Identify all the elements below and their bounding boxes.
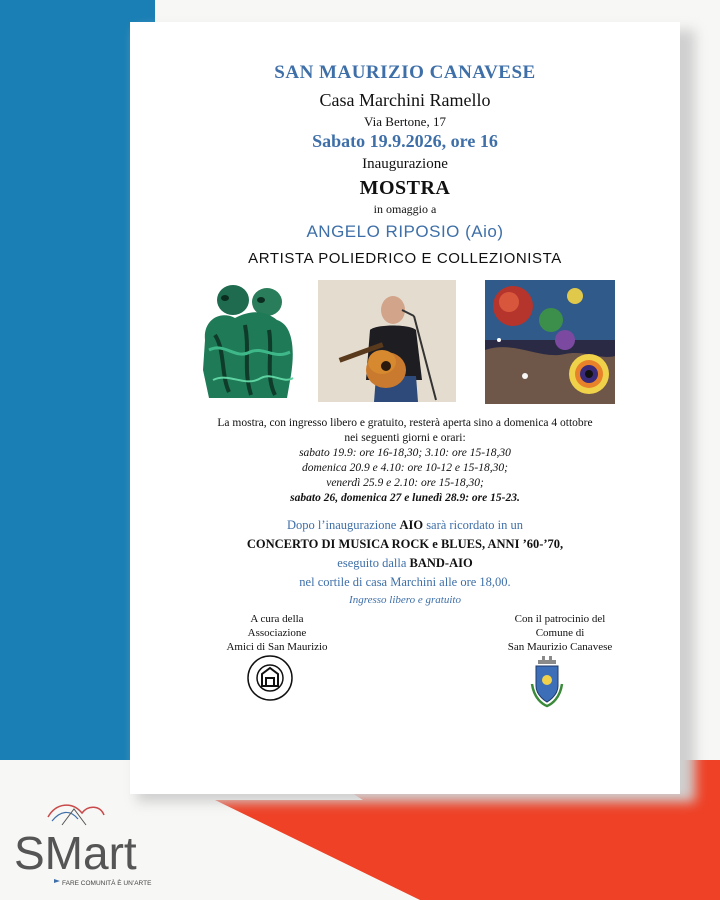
space-painting-photo xyxy=(485,280,615,404)
concert-aio: AIO xyxy=(399,518,424,532)
coat-of-arms-icon xyxy=(530,654,564,708)
credit-left xyxy=(202,612,352,654)
concert-line-4: nel cortile di casa Marchini alle ore 18,00. xyxy=(299,575,511,589)
credit-text: Amici di San Maurizio xyxy=(226,641,328,653)
concert-line-3 xyxy=(130,554,680,573)
credit-right xyxy=(480,612,640,654)
credit-text: San Maurizio Canavese xyxy=(507,641,613,653)
schedule-line: sabato 19.9: ore 16-18,30; 3.10: ore 15-18,30 xyxy=(299,447,511,459)
event-poster xyxy=(130,22,680,794)
concert-title: CONCERTO DI MUSICA ROCK e BLUES, ANNI ’60-’70, xyxy=(246,537,564,551)
concert-text: Dopo l’inaugurazione xyxy=(286,518,400,532)
green-sculpture-photo xyxy=(195,280,301,402)
venue-name: Casa Marchini Ramello xyxy=(319,90,491,110)
brand-name: SMart xyxy=(14,827,137,879)
concert-line-1 xyxy=(130,516,680,535)
event-date: Sabato 19.9.2026, ore 16 xyxy=(312,131,498,151)
artist-description: ARTISTA POLIEDRICO E COLLEZIONISTA xyxy=(248,250,562,267)
town-title: SAN MAURIZIO CANAVESE xyxy=(274,62,536,83)
venue-address: Via Bertone, 17 xyxy=(364,114,446,129)
info-line-2: nei seguenti giorni e orari: xyxy=(344,432,466,444)
association-logo-icon xyxy=(246,654,294,702)
smart-logo xyxy=(12,795,182,890)
info-line-1: La mostra, con ingresso libero e gratuito, resterà aperta sino a domenica 4 ottobre xyxy=(217,417,593,429)
schedule-line-bold: sabato 26, domenica 27 e lunedì 28.9: ore 15-23. xyxy=(290,492,520,504)
exhibit-title: MOSTRA xyxy=(359,177,451,199)
band-name: BAND-AIO xyxy=(409,556,473,570)
concert-text: sarà ricordato in un xyxy=(423,518,524,532)
credit-text: Con il patrocinio del xyxy=(514,613,606,625)
credit-text: A cura della xyxy=(250,613,304,625)
concert-free-entry: Ingresso libero e gratuito xyxy=(349,594,461,606)
guitar-player-photo xyxy=(318,280,456,402)
artist-name: ANGELO RIPOSIO (Aio) xyxy=(306,222,504,241)
concert-text: eseguito dalla xyxy=(337,556,410,570)
credit-text: Associazione xyxy=(247,627,307,639)
credit-text: Comune di xyxy=(535,627,585,639)
schedule-line: venerdì 25.9 e 2.10: ore 15-18,30; xyxy=(326,477,484,489)
schedule-line: domenica 20.9 e 4.10: ore 10-12 e 15-18,30; xyxy=(302,462,508,474)
inauguration-label: Inaugurazione xyxy=(362,156,448,172)
brand-tagline: FARE COMUNITÀ È UN’ARTE xyxy=(62,880,152,887)
tribute-label: in omaggio a xyxy=(373,202,437,216)
